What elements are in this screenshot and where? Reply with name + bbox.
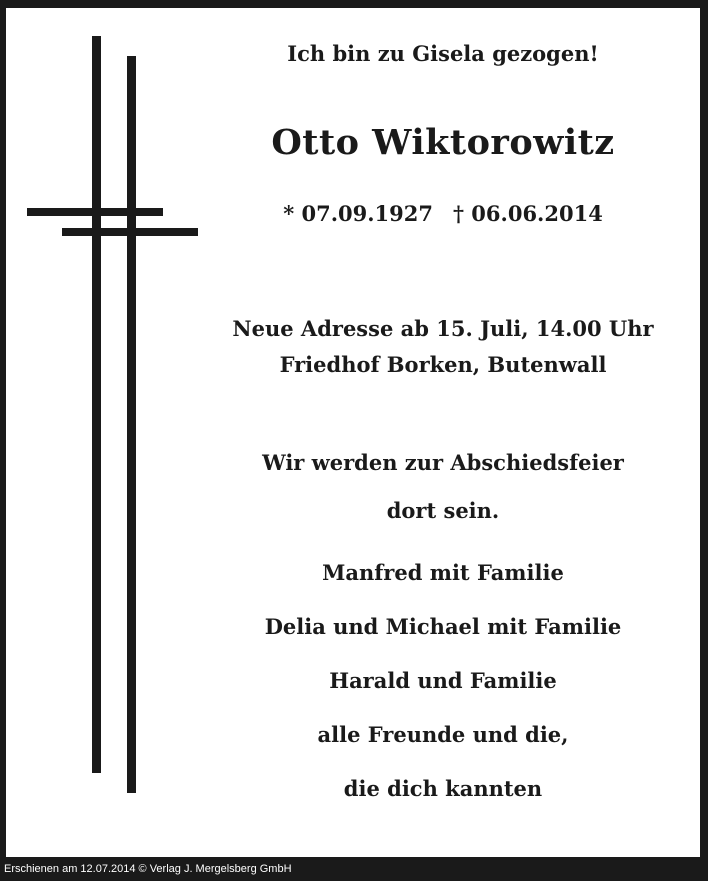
message-line-2: dort sein. <box>386 498 500 523</box>
signature-line: Harald und Familie <box>329 668 557 693</box>
message-line-1: Wir werden zur Abschiedsfeier <box>262 450 624 475</box>
cross-horizontal-lower <box>62 228 198 236</box>
death-date: † 06.06.2014 <box>453 201 603 226</box>
deceased-name: Otto Wiktorowitz <box>271 122 615 163</box>
signature-line: die dich kannten <box>343 776 543 801</box>
birth-date: * 07.09.1927 <box>283 201 433 226</box>
cross-vertical-left <box>92 36 101 773</box>
obituary-notice <box>6 8 700 857</box>
signature-line: alle Freunde und die, <box>317 722 569 747</box>
intro-line: Ich bin zu Gisela gezogen! <box>287 41 599 66</box>
cross-vertical-right <box>127 56 136 793</box>
address-line-1: Neue Adresse ab 15. Juli, 14.00 Uhr <box>232 316 654 341</box>
publication-footer: Erschienen am 12.07.2014 © Verlag J. Mergelsberg GmbH <box>4 863 292 875</box>
signature-line: Delia und Michael mit Familie <box>264 614 622 639</box>
signature-line: Manfred mit Familie <box>322 560 564 585</box>
address-line-2: Friedhof Borken, Butenwall <box>279 352 607 377</box>
life-dates <box>208 201 678 226</box>
cross-horizontal-upper <box>27 208 163 216</box>
